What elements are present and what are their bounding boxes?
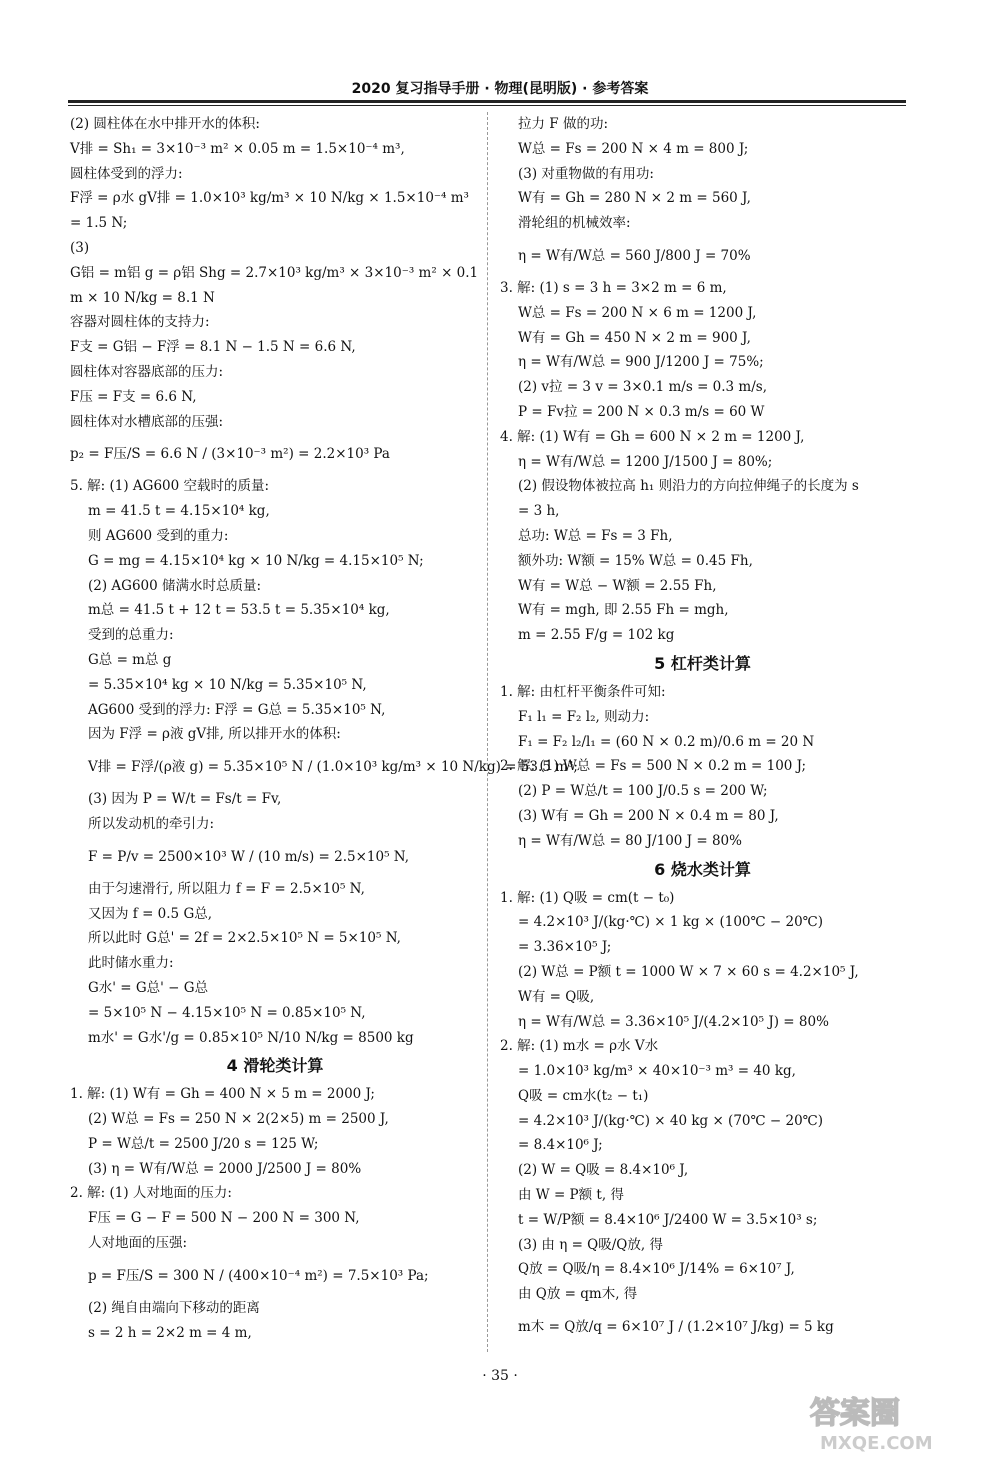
text-line: F浮 = ρ水 gV排 = 1.0×10³ kg/m³ × 10 N/kg × 1.5×10⁻⁴ m³ — [70, 190, 469, 207]
text-line: W有 = mgh, 即 2.55 Fh = mgh, — [518, 602, 729, 619]
text-line: W有 = Q吸, — [518, 988, 595, 1005]
text-line: m总 = 41.5 t + 12 t = 53.5 t = 5.35×10⁴ kg, — [88, 602, 390, 619]
page-number: · 35 · — [482, 1368, 518, 1384]
section-heading: 4 滑轮类计算 — [226, 1056, 324, 1076]
problem-line: 5. 解: (1) AG600 空载时的质量: — [70, 478, 270, 495]
text-line: 则 AG600 受到的重力: — [88, 527, 229, 544]
text-line: = 4.2×10³ J/(kg·℃) × 40 kg × (70℃ − 20℃) — [518, 1112, 824, 1129]
text-line: t = W/P额 = 8.4×10⁶ J/2400 W = 3.5×10³ s; — [518, 1211, 818, 1228]
text-line: Q吸 = cm水(t₂ − t₁) — [518, 1087, 649, 1104]
text-line: G = mg = 4.15×10⁴ kg × 10 N/kg = 4.15×10⁵ N; — [88, 552, 424, 569]
text-line: (3) 对重物做的有用功: — [518, 165, 654, 182]
text-line: m水' = G水'/g = 0.85×10⁵ N/10 N/kg = 8500 kg — [88, 1029, 414, 1046]
header-rule-thin — [68, 105, 906, 106]
text-line: 由 Q放 = qm木, 得 — [518, 1286, 638, 1303]
text-line: 圆柱体对容器底部的压力: — [70, 363, 224, 380]
page-header: 2020 复习指导手册 · 物理(昆明版) · 参考答案 — [351, 81, 649, 97]
text-line: F支 = G铝 − F浮 = 8.1 N − 1.5 N = 6.6 N, — [70, 339, 356, 356]
formula-line: V排 = F浮/(ρ液 g) = 5.35×10⁵ N / (1.0×10³ kg/m³ × 10 N/kg) = 53.5 m³; — [88, 759, 578, 776]
text-line: W总 = Fs = 200 N × 6 m = 1200 J, — [518, 304, 757, 321]
text-line: 所以此时 G总' = 2f = 2×2.5×10⁵ N = 5×10⁵ N, — [88, 930, 401, 947]
text-line: (3) η = W有/W总 = 2000 J/2500 J = 80% — [88, 1160, 362, 1177]
text-line: (3) — [70, 239, 90, 256]
watermark-text: 答案圈 — [810, 1396, 900, 1431]
text-line: = 3 h, — [518, 503, 560, 520]
text-line: (2) W总 = Fs = 250 N × 2(2×5) m = 2500 J, — [88, 1111, 389, 1128]
text-line: 圆柱体受到的浮力: — [70, 165, 183, 182]
formula-line: η = W有/W总 = 560 J/800 J = 70% — [518, 247, 751, 264]
text-line: = 3.36×10⁵ J; — [518, 939, 612, 956]
text-line: (2) W总 = P额 t = 1000 W × 7 × 60 s = 4.2×10⁵ J, — [518, 963, 859, 980]
text-line: V排 = Sh₁ = 3×10⁻³ m² × 0.05 m = 1.5×10⁻⁴ m³, — [70, 140, 405, 157]
formula-line: F = P/v = 2500×10³ W / (10 m/s) = 2.5×10⁵ N, — [88, 848, 410, 865]
problem-line: 2. 解: (1) 人对地面的压力: — [70, 1185, 232, 1202]
text-line: m × 10 N/kg = 8.1 N — [70, 289, 215, 306]
text-line: 受到的总重力: — [88, 627, 174, 644]
text-line: = 4.2×10³ J/(kg·℃) × 1 kg × (100℃ − 20℃) — [518, 914, 824, 931]
text-line: η = W有/W总 = 80 J/100 J = 80% — [518, 832, 742, 849]
problem-line: 3. 解: (1) s = 3 h = 3×2 m = 6 m, — [500, 279, 727, 296]
watermark-logo-icon — [800, 1385, 980, 1455]
text-line: 所以发动机的牵引力: — [88, 815, 215, 832]
text-line: F压 = G − F = 500 N − 200 N = 300 N, — [88, 1210, 360, 1227]
text-line: 此时储水重力: — [88, 955, 174, 972]
text-line: 滑轮组的机械效率: — [518, 215, 631, 232]
text-line: F压 = F支 = 6.6 N, — [70, 388, 197, 405]
watermark-url: MXQE.COM — [820, 1433, 933, 1454]
text-line: (3) 由 η = Q吸/Q放, 得 — [518, 1236, 663, 1253]
text-line: η = W有/W总 = 3.36×10⁵ J/(4.2×10⁵ J) = 80% — [518, 1013, 829, 1030]
formula-line: m木 = Q放/q = 6×10⁷ J / (1.2×10⁷ J/kg) = 5 kg — [518, 1319, 834, 1336]
section-heading: 5 杠杆类计算 — [654, 653, 751, 673]
text-line: m = 41.5 t = 4.15×10⁴ kg, — [88, 503, 270, 520]
text-line: = 8.4×10⁶ J; — [518, 1137, 603, 1154]
text-line: 人对地面的压强: — [88, 1235, 188, 1252]
text-line: = 5.35×10⁴ kg × 10 N/kg = 5.35×10⁵ N, — [88, 676, 367, 693]
text-line: 总功: W总 = Fs = 3 Fh, — [518, 527, 673, 544]
text-line: G铝 = m铝 g = ρ铝 Shg = 2.7×10³ kg/m³ × 3×10⁻³ m² × 0.1 — [70, 264, 479, 281]
column-divider — [487, 112, 488, 1352]
text-line: (2) 假设物体被拉高 h₁ 则沿力的方向拉伸绳子的长度为 s — [518, 478, 859, 495]
problem-line: 1. 解: 由杠杆平衡条件可知: — [500, 683, 666, 700]
text-line: (2) 圆柱体在水中排开水的体积: — [70, 116, 260, 132]
text-line: (3) W有 = Gh = 200 N × 0.4 m = 80 J, — [518, 807, 779, 824]
text-line: P = Fv拉 = 200 N × 0.3 m/s = 60 W — [518, 403, 765, 420]
text-line: P = W总/t = 2500 J/20 s = 125 W; — [88, 1135, 319, 1152]
text-line: Q放 = Q吸/η = 8.4×10⁶ J/14% = 6×10⁷ J, — [518, 1261, 795, 1278]
text-line: = 1.5 N; — [70, 215, 128, 232]
text-line: (3) 因为 P = W/t = Fs/t = Fv, — [88, 791, 282, 808]
text-line: 容器对圆柱体的支持力: — [70, 314, 210, 331]
text-line: F₁ l₁ = F₂ l₂, 则动力: — [518, 708, 650, 725]
text-line: (2) v拉 = 3 v = 3×0.1 m/s = 0.3 m/s, — [518, 379, 767, 396]
text-line: m = 2.55 F/g = 102 kg — [518, 627, 675, 644]
text-line: 拉力 F 做的功: — [518, 116, 608, 132]
text-line: = 5×10⁵ N − 4.15×10⁵ N = 0.85×10⁵ N, — [88, 1004, 366, 1021]
text-line: 又因为 f = 0.5 G总, — [88, 905, 213, 922]
text-line: s = 2 h = 2×2 m = 4 m, — [88, 1324, 252, 1341]
text-line: 圆柱体对水槽底部的压强: — [70, 413, 224, 430]
problem-line: 1. 解: (1) Q吸 = cm(t − t₀) — [500, 889, 675, 906]
problem-line: 2. 解: (1) W总 = Fs = 500 N × 0.2 m = 100 J; — [500, 758, 807, 775]
text-line: W有 = Gh = 280 N × 2 m = 560 J, — [518, 190, 751, 207]
formula-line: p₂ = F压/S = 6.6 N / (3×10⁻³ m²) = 2.2×10³ Pa — [70, 446, 390, 463]
formula-line: p = F压/S = 300 N / (400×10⁻⁴ m²) = 7.5×10³ Pa; — [88, 1267, 429, 1284]
text-line: 额外功: W额 = 15% W总 = 0.45 Fh, — [518, 552, 753, 569]
text-line: (2) 绳自由端向下移动的距离 — [88, 1299, 260, 1316]
section-heading: 6 烧水类计算 — [654, 859, 751, 879]
text-line: η = W有/W总 = 900 J/1200 J = 75%; — [518, 354, 764, 371]
text-line: (2) AG600 储满水时总质量: — [88, 577, 262, 594]
text-line: 因为 F浮 = ρ液 gV排, 所以排开水的体积: — [88, 726, 341, 743]
text-line: = 1.0×10³ kg/m³ × 40×10⁻³ m³ = 40 kg, — [518, 1063, 796, 1080]
text-line: AG600 受到的浮力: F浮 = G总 = 5.35×10⁵ N, — [88, 701, 386, 718]
text-line: W有 = Gh = 450 N × 2 m = 900 J, — [518, 329, 751, 346]
text-line: G水' = G总' − G总 — [88, 979, 209, 996]
text-line: W总 = Fs = 200 N × 4 m = 800 J; — [518, 140, 749, 157]
text-line: F₁ = F₂ l₂/l₁ = (60 N × 0.2 m)/0.6 m = 20 N — [518, 733, 815, 750]
text-line: 由 W = P额 t, 得 — [518, 1187, 624, 1204]
text-line: η = W有/W总 = 1200 J/1500 J = 80%; — [518, 453, 773, 470]
right-column — [500, 112, 905, 1347]
problem-line: 4. 解: (1) W有 = Gh = 600 N × 2 m = 1200 J, — [500, 428, 805, 445]
problem-line: 2. 解: (1) m水 = ρ水 V水 — [500, 1038, 659, 1055]
problem-line: 1. 解: (1) W有 = Gh = 400 N × 5 m = 2000 J; — [70, 1086, 375, 1103]
text-line: (2) P = W总/t = 100 J/0.5 s = 200 W; — [518, 783, 768, 800]
text-line: W有 = W总 − W额 = 2.55 Fh, — [518, 577, 717, 594]
text-line: (2) W = Q吸 = 8.4×10⁶ J, — [518, 1162, 689, 1179]
text-line: 由于匀速滑行, 所以阻力 f = F = 2.5×10⁵ N, — [88, 880, 365, 897]
header-rule — [68, 100, 906, 103]
text-line: G总 = m总 g — [88, 651, 172, 668]
